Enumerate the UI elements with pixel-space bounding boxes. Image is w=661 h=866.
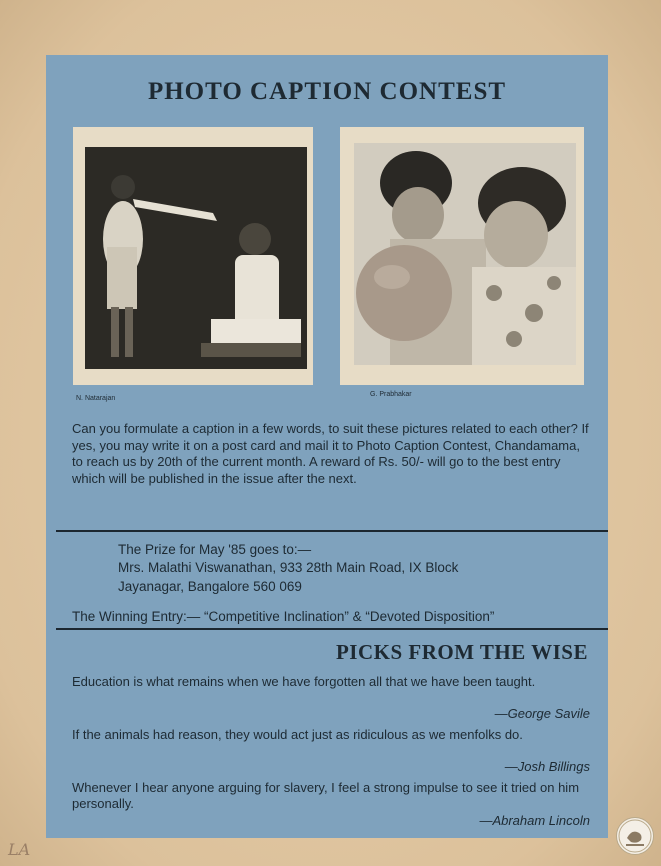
photo-children-trumpet <box>85 147 307 369</box>
prize-winner-city: Jayanagar, Bangalore 560 069 <box>118 579 302 594</box>
quote-text-1: Education is what remains when we have forgotten all that we have been taught. <box>72 674 536 689</box>
quote-author-1: —George Savile <box>494 706 590 721</box>
photo-card-right <box>340 127 584 385</box>
handwritten-mark: LA <box>8 840 31 859</box>
prize-announcement: The Prize for May '85 goes to:— <box>118 542 312 557</box>
magazine-panel <box>46 55 608 838</box>
photo-children-ball <box>354 143 576 365</box>
photo-credit-left: N. Natarajan <box>76 395 116 402</box>
divider-top <box>56 530 608 532</box>
page-title: PHOTO CAPTION CONTEST <box>147 78 507 105</box>
photo-card-left <box>73 127 313 385</box>
prize-winner-name: Mrs. Malathi Viswanathan, 933 28th Main Road, IX Block <box>118 560 459 575</box>
photo-credit-right: G. Prabhakar <box>370 391 412 398</box>
winning-entry: The Winning Entry:— “Competitive Inclination” & “Devoted Disposition” <box>72 609 495 624</box>
contest-instructions: Can you formulate a caption in a few words, to suit these pictures related to each other? If yes, you may write it on a post card and mail it to Photo Caption Contest, Chandamama, to reach us by 20th of the current month. A reward of Rs. 50/- will go to the best entry which will be published in the issue after the next. <box>72 421 589 486</box>
quote-text-2: If the animals had reason, they would act just as ridiculous as we menfolks do. <box>72 727 523 742</box>
divider-bottom <box>56 628 608 630</box>
logo-icon <box>616 817 654 855</box>
wise-heading: PICKS FROM THE WISE <box>335 640 588 664</box>
quote-author-3: —Abraham Lincoln <box>479 813 590 828</box>
quote-text-3: Whenever I hear anyone arguing for slavery, I feel a strong impulse to see it tried on him personally. <box>72 780 580 811</box>
quote-author-2: —Josh Billings <box>504 759 590 774</box>
